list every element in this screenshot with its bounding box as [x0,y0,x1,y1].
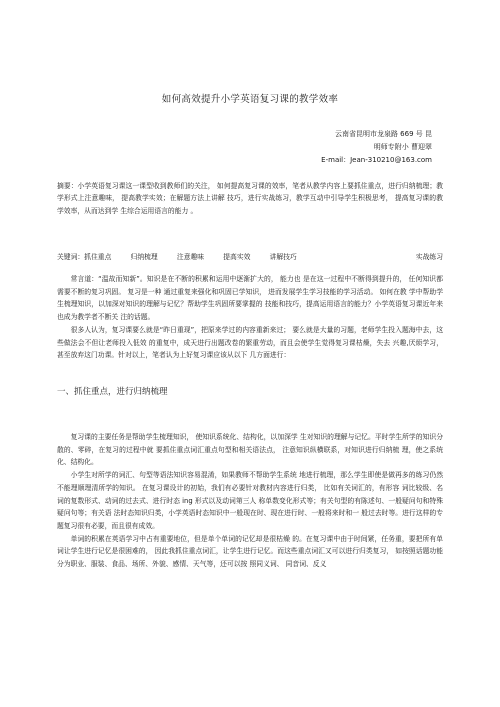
section-heading: 一、抓住重点，进行归纳梳理 [57,387,168,397]
paragraph: 小学生对所学的词汇、句型等语法知识容易混淆，如果教师不帮助学生系统 地进行梳理，那么学生即使是做再多的练习仍然不能理顺理清所学的知识。 在复习课设计的初始，我们有必要针对教材内容进行归类， 比如有关词汇的，有形容 词比较级、名词的复数形式、动词的过去式、进行时态 ing 形式以及动词第三人 称单数变化形式等；有关句型的有陈述句、一般疑问句和特殊疑问句等；有关语 法时态知识归类，小学英语时态知识中一般现在时、现在进行时、一般将来时和一 般过去时等。进行这样的专题复习很有必要，而且很有成效。 [57,471,443,530]
paragraph: 单词的积累在英语学习中占有重要地位，但是单个单词的记忆却是很枯燥 的。在复习课中由于时间紧，任务重，要把所有单词让学生进行记忆是很困难的， 因此我抓住重点词汇，让学生进行记忆。而这些重点词汇又可以进行归类复习， 如按照话题功能分为职业、服装、食品、场所、外貌、感情、天气等，还可以按 照同义词、 同音词、反义 [57,534,443,569]
affiliation-line: 云南省昆明市龙泉路 669 号 昆 [334,130,432,138]
keyword: 提高实效 [223,253,251,261]
keywords-label: 关键词：抓住重点 [57,253,112,261]
paragraph: 很多人认为，复习课要么就是“昨日重现”，把原来学过的内容重新来过； 要么就是大量的习题，老师学生投入题海中去，这些做法会不但让老师投入低效 的重复中，成天进行出题改卷的繁重劳动，而且会使学生觉得复习课枯燥，失去 兴趣,厌烦学习， 甚至放弃这门功课。针对以上，笔者认为上好复习课应该从以下 几方面进行： [57,325,443,360]
keyword: 讲解技巧 [269,253,297,261]
paragraph: 复习课的主要任务是帮助学生梳理知识， 使知识系统化、结构化，以加深学 生对知识的理解与记忆。平时学生所学的知识分散的、零碎，在复习的过程中就 要抓住重点词汇重点句型和相关语法点， 注意知识纵横联系，对知识进行归纳梳 理，使之系统化、结构化。 [57,433,443,467]
introduction [57,273,443,362]
paragraph: 常言道：“温故而知新”。知识是在不断的积累和运用中逐渐扩大的， 能力也 是在这一过程中不断得到提升的， 任何知识都需要不断的复习巩固。 复习是一种 通过重复来强化和巩固已学知识， 进而发展学生学习技能的学习活动。 如何在教 学中帮助学生梳理知识，以加深对知识的理解与记忆？帮助学生巩固所要掌握的 技能和技巧，提高运用语言的能力？小学英语复习课近年来也成为教学者不断关 注的话题。 [57,275,443,322]
paper-title: 如何高效提升小学英语复习课的教学效率 [161,94,339,105]
section-body [57,431,443,571]
keywords [57,251,443,263]
keyword: 归纳梳理 [130,253,158,261]
affiliation-line: 明师专附小 曹迎翠 [373,143,432,151]
keyword: 实战练习 [415,253,443,261]
author-email: E-mail：Jean-310210@163.com [321,156,432,164]
abstract: 摘要：小学英语复习课这一课型收到教师们的关注， 如何提高复习课的效率，笔者从教学内容上要抓住重点，进行归纳梳理；教学形式上注意趣味， 提高教学实效；在解题方法上讲解 技巧，进行实战练习，教学互动中引导学生积极思考， 提高复习课的教学效率，从而达到学 生综合运用语言的能力 。 [57,182,443,215]
author-affiliation [232,128,432,167]
keyword: 注意趣味 [176,253,205,261]
